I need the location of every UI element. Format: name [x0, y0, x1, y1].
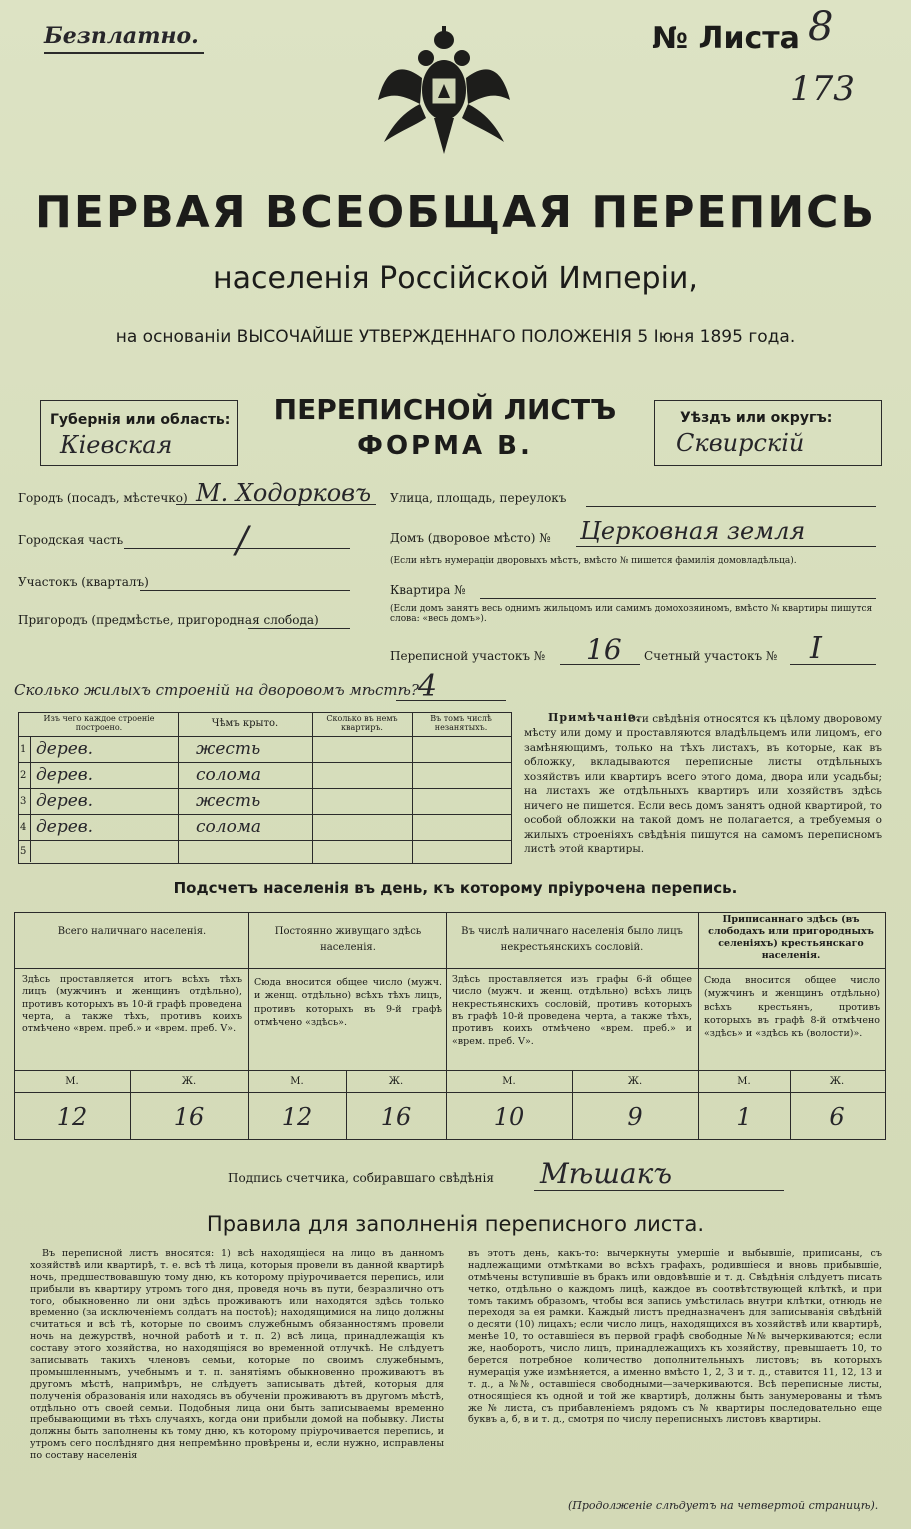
pop-col-title: Приписаннаго здѣсь (въ слободахъ или пригородныхъ селеніяхъ) крестьянскаго населенія.: [708, 914, 874, 961]
female-label: Ж.: [181, 1076, 197, 1087]
census-district-line: [560, 664, 640, 665]
female-label: Ж.: [829, 1076, 845, 1087]
house-note: (Если нѣтъ нумераціи дворовыхъ мѣстъ, вмѣсто № пишется фамилія домовладѣльца).: [390, 556, 797, 566]
building-row-num: 2: [20, 770, 27, 781]
guberniya-value: Кіевская: [60, 431, 173, 459]
pop-male-value: 1: [736, 1103, 752, 1131]
census-district-label: Переписной участокъ №: [390, 649, 546, 663]
pop-col-desc: Сюда вносится общее число (мужчинъ и женщинъ отдѣльно) всѣхъ крестьянъ, противъ которыхъ въ графѣ 8-й отмѣчено «здѣсь» и «здѣсь къ (волости)».: [704, 975, 880, 1040]
imperial-eagle-icon: [376, 18, 512, 158]
pop-col-title: Постоянно живущаго здѣсь населенія.: [274, 926, 422, 953]
col-apartments: Сколько въ немъ квартиръ.: [326, 714, 398, 733]
buildings-row-rule-2: [18, 788, 512, 789]
pop-col-desc: Здѣсь проставляется изъ графы 6-й общее число (мужч. и женщ. отдѣльно) всѣхъ лицъ некрестьянскихъ сословій, противъ которыхъ въ графѣ 10-й проведена черта, а также тѣхъ, противъ коихъ отмѣчено «врем. преб.» и «врем. преб. V».: [452, 974, 692, 1047]
pop-female-value: 6: [829, 1103, 845, 1131]
district-label: Участокъ (кварталъ): [18, 575, 149, 589]
city-part-line: [124, 548, 350, 549]
census-basis: на основаніи ВЫСОЧАЙШЕ УТВЕРЖДЕННАГО ПОЛОЖЕНІЯ 5 Іюня 1895 года.: [115, 327, 796, 347]
population-heading: Подсчетъ населенія въ день, къ которому пріурочена перепись.: [173, 879, 738, 897]
building-roof: жесть: [196, 739, 261, 759]
pop-female-value: 16: [173, 1103, 205, 1131]
male-label: М.: [737, 1076, 751, 1087]
apartment-line: [480, 598, 876, 599]
sheet-title: ПЕРЕПИСНОЙ ЛИСТЪ: [273, 393, 617, 426]
pop-male-value: 10: [493, 1103, 525, 1131]
suburb-line: [248, 628, 350, 629]
building-material: дерев.: [36, 817, 94, 837]
free-label: Безплатно.: [44, 23, 199, 49]
signature-label: Подпись счетчика, собиравшаго свѣдѣнія: [228, 1171, 494, 1185]
building-material: дерев.: [36, 791, 94, 811]
pop-col-desc: Здѣсь проставляется итогъ всѣхъ тѣхъ лицъ (мужчинъ и женщинъ отдѣльно), противъ которыхъ въ 10-й графѣ проведена черта, а также тѣхъ, противъ коихъ отмѣчено «врем. преб.» и «врем. преб. V».: [22, 974, 242, 1035]
col-material: Изъ чего каждое строеніе построено.: [43, 714, 155, 733]
city-part-value: /: [236, 520, 249, 561]
building-roof: жесть: [196, 791, 261, 811]
form-title: ФОРМА В.: [357, 431, 533, 461]
pop-female-value: 16: [380, 1103, 412, 1131]
pop-male-value: 12: [281, 1103, 313, 1131]
apartment-label: Квартира №: [390, 583, 466, 597]
pop-header-rule: [14, 968, 886, 969]
rules-title: Правила для заполненія переписного листа.: [206, 1212, 705, 1236]
census-title: ПЕРВАЯ ВСЕОБЩАЯ ПЕРЕПИСЬ: [35, 187, 876, 238]
rules-continued: (Продолженіе слѣдуетъ на четвертой страницѣ).: [568, 1499, 879, 1512]
buildings-answer: 4: [418, 669, 438, 704]
count-district-label: Счетный участокъ №: [644, 649, 778, 663]
male-label: М.: [502, 1076, 516, 1087]
male-label: М.: [65, 1076, 79, 1087]
col-roof: Чѣмъ крыто.: [211, 718, 279, 729]
city-line: [176, 504, 376, 505]
city-part-label: Городская часть: [18, 533, 124, 547]
note-text: Эти свѣдѣнія относятся къ цѣлому дворовому мѣсту или дому и проставляются владѣльцемъ или лицомъ, его замѣняющимъ, только на тѣхъ листахъ, въ которые, как въ обложку, вкладываются переписные листы отдѣльныхъ хозяйствъ или квартиръ всего этого дома, двора или усадьбы; на листахъ же отдѣльныхъ квартиръ или хозяйствъ здѣсь ничего не пишется. Если весь домъ занятъ одной квартирой, то особой обложки на такой домъ не полагается, а требуемыя о жилыхъ строеніяхъ свѣдѣнія пишутся на самомъ переписномъ листѣ этой квартиры.: [524, 713, 882, 856]
count-district-value: I: [810, 631, 822, 666]
building-row-num: 4: [20, 822, 27, 833]
city-label: Городъ (посадъ, мѣстечко): [18, 491, 188, 505]
district-line: [140, 590, 350, 591]
female-label: Ж.: [388, 1076, 404, 1087]
building-material: дерев.: [36, 765, 94, 785]
apartment-note: (Если домъ занятъ весь однимъ жильцомъ или самимъ домохозяиномъ, вмѣсто № квартиры пишутся слова: «весь домъ»).: [390, 604, 873, 625]
building-material: дерев.: [36, 739, 94, 759]
pop-desc-rule: [14, 1070, 886, 1071]
guberniya-label: Губернія или область:: [50, 412, 231, 428]
census-subtitle: населенія Россійской Имперіи,: [213, 261, 698, 296]
signature-value: Мѣшакъ: [540, 1157, 672, 1190]
buildings-header-rule: [18, 736, 512, 737]
rules-left-column: Въ переписной листъ вносятся: 1) всѣ находящіеся на лицо въ данномъ хозяйствѣ или квартирѣ, т. е. всѣ тѣ лица, которыя провели въ данной квартирѣ ночь, предшествовавшую тому дню, къ которому пріурочивается перепись, или прибыли въ квартиру утромъ того дня, проведя ночь въ пути, безразлично отъ того, обыкновенно ли они здѣсь проживаютъ или находятся здѣсь только временно (за исключеніемъ солдатъ на постоѣ); находящимися на лицо должны считаться и всѣ тѣ, которые по своимъ служебнымъ обязанностямъ провели ночь на дежурствѣ, ночной работѣ и т. п. 2) всѣ лица, принадлежащія къ составу этого хозяйства, но находящіяся во временной отлучкѣ. Не слѣдуетъ записывать такихъ членовъ семьи, которые по своимъ служебнымъ, промышленнымъ, учебнымъ и т. п. занятіямъ обыкновенно проживаютъ въ другомъ мѣстѣ, напримѣръ, не слѣдуетъ записывать дѣтей, которыя для полученія образованія или находясь въ обученіи проживаютъ въ другомъ мѣстѣ, отдѣльно отъ своей семьи. Подобныя лица они быть записываемы временно пребывающими въ тѣхъ случаяхъ, когда они прибыли домой на побывку. Листы должны быть заполнены къ тому дню, къ которому пріурочивается перепись, и утромъ сего послѣдняго дня непремѣнно провѣрены и, если нужно, исправлены по составу населенія: [30, 1248, 444, 1462]
female-label: Ж.: [627, 1076, 643, 1087]
sheet-number-label: № Листа: [652, 21, 800, 56]
building-roof: солома: [196, 817, 262, 837]
buildings-row-rule-3: [18, 814, 512, 815]
pop-female-value: 9: [627, 1103, 643, 1131]
building-row-num: 5: [20, 846, 27, 857]
buildings-num-rule: [30, 736, 31, 862]
free-underline: [44, 52, 204, 54]
buildings-row-rule-1: [18, 762, 512, 763]
pop-mf-rule: [14, 1092, 886, 1093]
signature-line: [534, 1190, 784, 1191]
buildings-question: Сколько жилыхъ строеній на дворовомъ мѣстѣ?: [14, 681, 419, 699]
buildings-row-rule-4: [18, 840, 512, 841]
pop-col-title: Всего наличнаго населенія.: [57, 926, 207, 937]
house-label: Домъ (дворовое мѣсто) №: [390, 531, 551, 545]
rules-right-column: въ этотъ день, какъ-то: вычеркнуты умершіе и выбывшіе, приписаны, съ надлежащими отмѣтками во всѣхъ графахъ, родившіеся и вновь прибывшіе, отмѣчены вступившіе въ бракъ или овдовѣвшіе и т. д. Свѣдѣнія слѣдуетъ писать четко, отдѣльно о каждомъ лицѣ, каждое въ соотвѣтствующей клѣткѣ, и при томъ такимъ образомъ, чтобы вся запись умѣстилась внутри клѣтки, отнюдь не переходя за ея рамки. Каждый листъ предназначенъ для записыванія свѣдѣній о десяти (10) лицахъ; если число лицъ, находящихся въ хозяйствѣ или квартирѣ, менѣе 10, то оставшіеся въ первой графѣ свободные №№ вычеркиваются; если же, наоборотъ, число лицъ, принадлежащихъ къ хозяйству, превышаетъ 10, то берется потребное количество дополнительныхъ листовъ; въ которыхъ нумерація уже измѣняется, а именно вмѣсто 1, 2, 3 и т. д., ставится 11, 12, 13 и т. д., а №№, оставшіеся свободными—зачеркиваются. Всѣ переписные листы, относящіеся къ одной и той же квартирѣ, должны быть занумерованы и тѣмъ же № листа, съ прибавленіемъ рядомъ съ № квартиры последовательно еще буквъ а, б, в и т. д., смотря по числу переписныхъ листовъ квартиры.: [468, 1248, 882, 1426]
sheet-number-handwritten: 8: [808, 4, 834, 50]
pop-col-desc: Сюда вносится общее число (мужч. и женщ. отдѣльно) всѣхъ тѣхъ лицъ, противъ которыхъ въ 9-й графѣ отмѣчено «здѣсь».: [254, 977, 442, 1028]
building-roof: солома: [196, 765, 262, 785]
sheet-number-handwritten-2: 173: [790, 69, 855, 109]
pop-col-title: Въ числѣ наличнаго населенія было лицъ некрестьянскихъ сословій.: [461, 926, 683, 953]
house-line: [576, 546, 876, 547]
building-row-num: 3: [20, 796, 27, 807]
uezd-label: Уѣздъ или округъ:: [680, 410, 833, 426]
male-label: М.: [290, 1076, 304, 1087]
uezd-value: Сквирскій: [676, 429, 805, 457]
note-title: Примѣчаніе.: [548, 711, 641, 724]
pop-male-value: 12: [56, 1103, 88, 1131]
city-value: М. Ходорковъ: [196, 479, 372, 507]
suburb-label: Пригородъ (предмѣстье, пригородная слобода): [18, 613, 319, 627]
street-label: Улица, площадь, переулокъ: [390, 491, 567, 505]
house-value: Церковная земля: [580, 517, 806, 545]
census-district-value: 16: [586, 633, 622, 666]
street-line: [586, 506, 876, 507]
buildings-answer-line: [396, 700, 506, 701]
count-district-line: [790, 664, 876, 665]
building-row-num: 1: [20, 744, 27, 755]
col-uninhabited: Въ томъ числѣ незанятыхъ.: [430, 714, 492, 733]
